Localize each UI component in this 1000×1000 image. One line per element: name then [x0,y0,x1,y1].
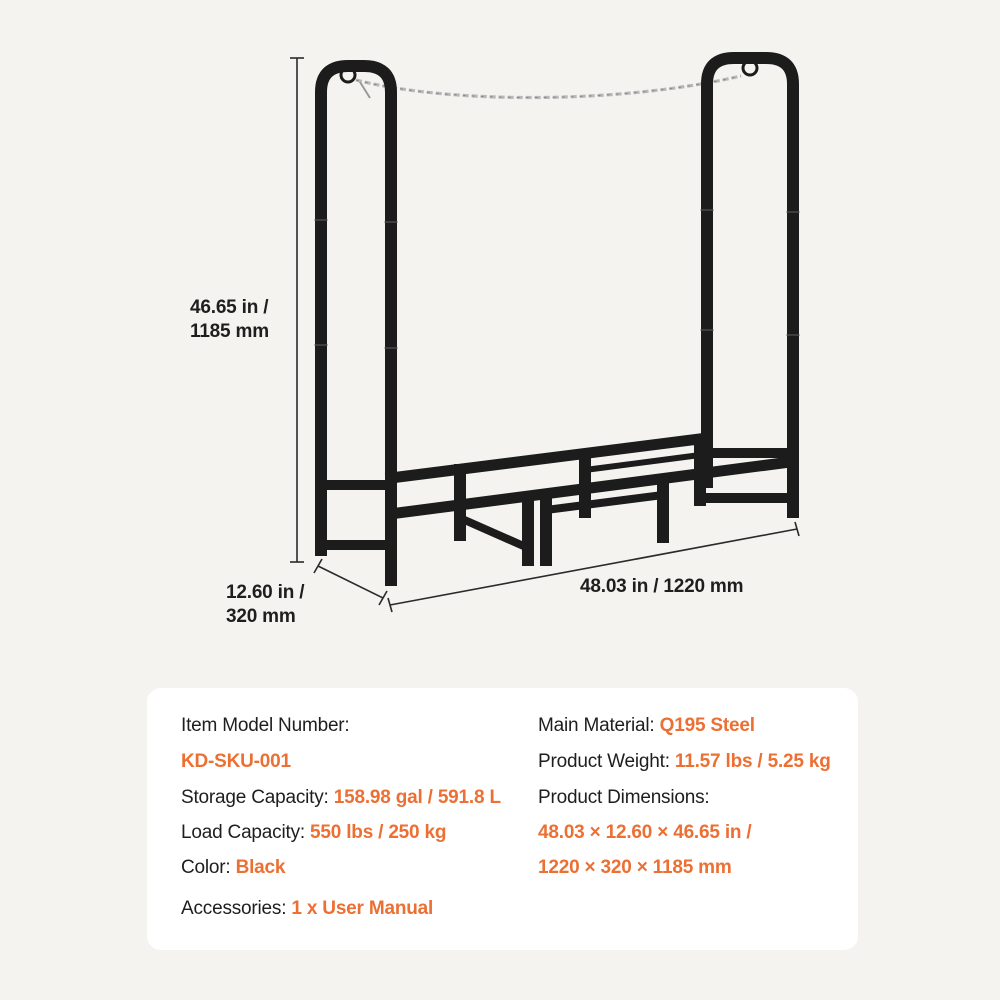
accessories-row [181,897,433,921]
color-label: Color: [181,857,231,878]
load-capacity-value: 550 lbs / 250 kg [310,822,447,843]
product-weight-row [538,750,831,774]
height-label-line1: 46.65 in / [190,297,269,318]
height-label-line2: 1185 mm [190,321,269,342]
left-side-frame [321,66,391,580]
item-model-label: Item Model Number: [181,715,350,736]
product-dimensions-label: Product Dimensions: [538,787,710,808]
depth-label-line2: 320 mm [226,606,296,627]
storage-capacity-value: 158.98 gal / 591.8 L [333,787,501,808]
main-material-value: Q195 Steel [659,715,755,736]
height-dimension-label [190,296,269,344]
accessories-label: Accessories: [181,898,287,919]
load-capacity-row [181,821,446,845]
height-dimension-line [290,58,304,562]
product-weight-label: Product Weight: [538,751,670,772]
main-material-label: Main Material: [538,715,655,736]
product-dimensions-value-line1: 48.03 × 12.60 × 46.65 in / [538,822,752,843]
product-dimensions-value-line2: 1220 × 320 × 1185 mm [538,857,732,878]
accessories-value: 1 x User Manual [291,898,434,919]
depth-dimension-line [314,559,387,605]
load-capacity-label: Load Capacity: [181,822,305,843]
depth-dimension-label [226,581,304,629]
main-material-row [538,714,755,738]
chain [356,76,741,98]
color-row [181,856,285,880]
color-value: Black [235,857,286,878]
storage-capacity-label: Storage Capacity: [181,787,329,808]
storage-capacity-row [181,786,501,810]
item-model-value: KD-SKU-001 [181,751,291,772]
width-dimension-label: 48.03 in / 1220 mm [580,576,744,597]
specifications-card [147,688,858,950]
right-side-frame [707,58,793,512]
product-weight-value: 11.57 lbs / 5.25 kg [674,751,831,772]
depth-label-line1: 12.60 in / [226,582,305,603]
